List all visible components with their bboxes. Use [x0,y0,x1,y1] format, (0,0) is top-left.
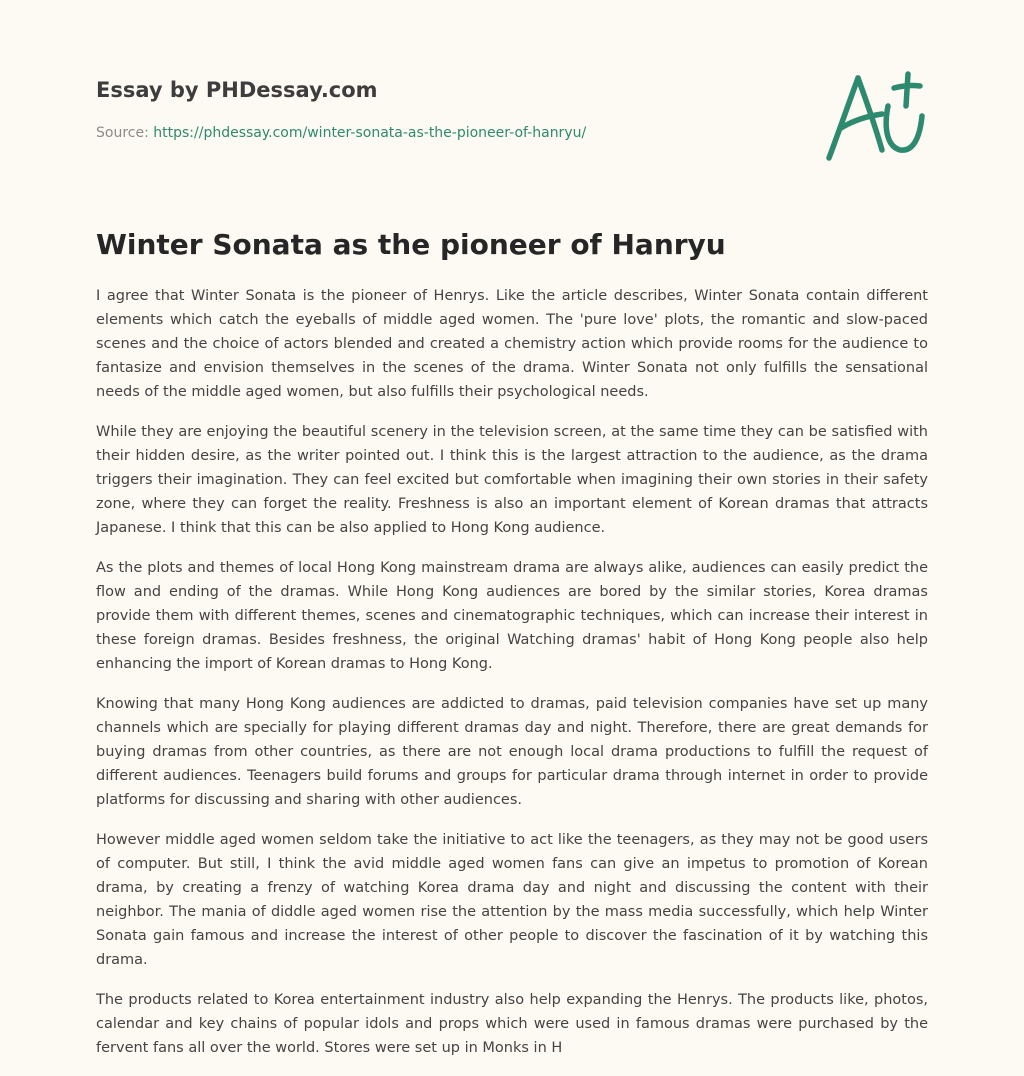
article-title: Winter Sonata as the pioneer of Hanryu [96,228,726,261]
article-paragraph: The products related to Korea entertainment industry also help expanding the Henrys. The products like, photos, calendar and key chains of popular idols and props which were used in famous dramas were purchased by the fervent fans all over the world. Stores were set up in Monks in H [96,992,928,1056]
article-paragraph: However middle aged women seldom take the initiative to act like the teenagers, as they may not be good users of computer. But still, I think the avid middle aged women fans can give an impetus to promotion of Korean drama, by creating a frenzy of watching Korea drama day and night and discussing the content with their neighbor. The mania of diddle aged women rise the attention by the mass media successfully, which help Winter Sonata gain famous and increase the interest of other people to discover the fascination of it by watching this drama. [96,832,928,968]
source-line [96,123,756,143]
article-body [96,284,928,1060]
brand-title: Essay by PHDessay.com [96,78,378,102]
article-paragraph: I agree that Winter Sonata is the pioneer of Henrys. Like the article describes, Winter Sonata contain different elements which catch the eyeballs of middle aged women. The 'pure love' plots, the romantic and slow-paced scenes and the choice of actors blended and created a chemistry action which provide rooms for the audience to fantasize and envision themselves in the scenes of the drama. Winter Sonata not only fulfills the sensational needs of the middle aged women, but also fulfills their psychological needs. [96,288,928,400]
article-paragraph: While they are enjoying the beautiful scenery in the television screen, at the same time they can be satisfied with their hidden desire, as the writer pointed out. I think this is the largest attraction to the audience, as the drama triggers their imagination. They can feel excited but comfortable when imagining their own stories in their safety zone, where they can forget the reality. Freshness is also an important element of Korean dramas that attracts Japanese. I think that this can be also applied to Hong Kong audience. [96,424,928,536]
source-label: Source: [96,125,154,141]
essay-header [96,76,756,143]
a-plus-grade-icon [822,66,928,166]
article-paragraph: As the plots and themes of local Hong Kong mainstream drama are always alike, audiences can easily predict the flow and ending of the dramas. While Hong Kong audiences are bored by the similar stories, Korea dramas provide them with different themes, scenes and cinematographic techniques, which can increase their interest in these foreign dramas. Besides freshness, the original Watching dramas' habit of Hong Kong people also help enhancing the import of Korean dramas to Hong Kong. [96,560,928,672]
article-paragraph: Knowing that many Hong Kong audiences are addicted to dramas, paid television companies have set up many channels which are specially for playing different dramas day and night. Therefore, there are great demands for buying dramas from other countries, as there are not enough local drama productions to fulfill the request of different audiences. Teenagers build forums and groups for particular drama through internet in order to provide platforms for discussing and sharing with other audiences. [96,696,928,808]
source-link[interactable]: https://phdessay.com/winter-sonata-as-the-pioneer-of-hanryu/ [153,125,587,141]
